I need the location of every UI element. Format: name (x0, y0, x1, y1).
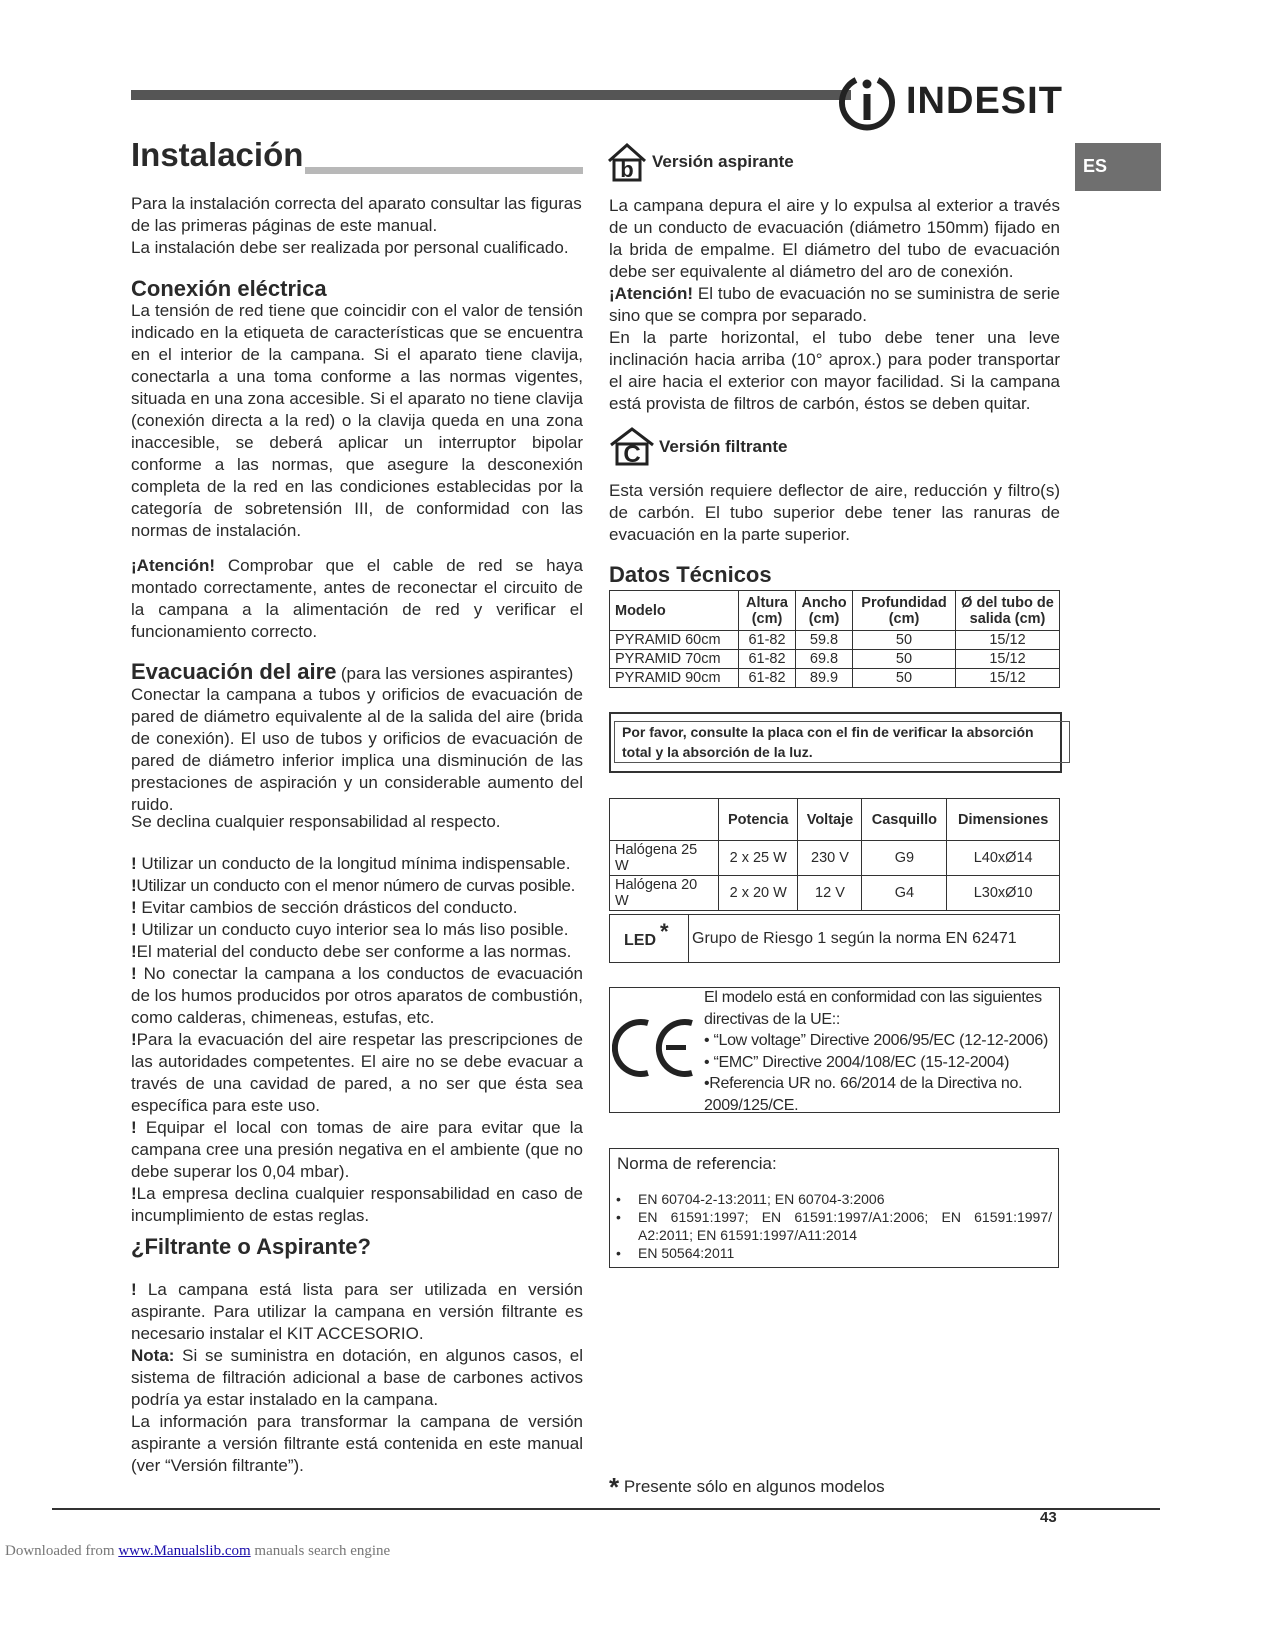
norma-title: Norma de referencia: (617, 1154, 777, 1173)
footer-rule (52, 1508, 1160, 1510)
list-item: • EN 60704-2-13:2011; EN 60704-3:2006 (616, 1191, 885, 1207)
evacuacion-heading: Evacuación del aire (para las versiones aspirantes) (131, 659, 574, 684)
list-item: !La empresa declina cualquier responsabilidad en caso de incumplimiento de estas reglas. (131, 1184, 583, 1225)
intro-line: Para la instalación correcta del aparato consultar las figuras de las primeras páginas de este manual. (131, 194, 582, 235)
filtrante-heading: Versión filtrante (659, 437, 788, 456)
column-header: Ø del tubo de salida (cm) (956, 591, 1060, 631)
list-item: ! No conectar la campana a los conductos de evacuación de los humos producidos por otros aparatos de combustión, como calderas, chimeneas, estufas, etc. (131, 964, 583, 1027)
intro-line: La instalación debe ser realizada por personal cualificado. (131, 238, 569, 257)
brand-name: INDESIT (906, 80, 1063, 122)
attention-label: ¡Atención! (131, 556, 216, 575)
svg-text:C: C (623, 441, 641, 467)
notice-text: Por favor, consulte la placa con el fin de verificar la absorción total y la absorción de la luz. (622, 724, 1034, 760)
table-header-row (610, 591, 1060, 631)
paragraph: La información para transformar la campana de versión aspirante a versión filtrante está contenida en este manual (ver “Versión filtrante”). (131, 1412, 583, 1475)
house-aspirante-icon (606, 141, 648, 183)
list-item: • EN 50564:2011 (616, 1245, 735, 1261)
page-title: Instalación (131, 136, 304, 173)
house-filtrante-icon (608, 425, 656, 467)
table-header-row (610, 799, 1060, 841)
norma-list (616, 1190, 1052, 1262)
evacuacion-bullets (131, 853, 583, 1227)
filtrante-aspirante-body (131, 1279, 583, 1477)
list-item: !El material del conducto debe ser conforme a las normas. (131, 942, 572, 961)
ce-line: • “EMC” Directive 2004/108/EC (15-12-2004) (704, 1053, 1010, 1071)
language-label: ES (1083, 156, 1108, 176)
column-header: Altura (cm) (739, 591, 796, 631)
list-item: ! Utilizar un conducto cuyo interior sea lo más liso posible. (131, 920, 569, 939)
led-divider (688, 915, 689, 962)
title-underline (305, 167, 583, 174)
evacuacion-disclaimer: Se declina cualquier responsabilidad al respecto. (131, 812, 501, 831)
filtrante-aspirante-heading: ¿Filtrante o Aspirante? (131, 1234, 371, 1259)
datos-heading: Datos Técnicos (609, 562, 772, 587)
aspirante-heading: Versión aspirante (652, 152, 794, 171)
list-item: • EN 61591:1997; EN 61591:1997/A1:2006; EN 61591:1997/ A2:2011; EN 61591:1997/A11:2014 (616, 1209, 1052, 1243)
svg-text:b: b (620, 157, 634, 182)
filtrante-body: Esta versión requiere deflector de aire, reducción y filtro(s) de carbón. El tubo superior debe tener las ranuras de evacuación en la parte superior. (609, 481, 1060, 544)
footnote: * Presente sólo en algunos modelos (609, 1472, 885, 1502)
column-header (610, 799, 719, 841)
list-item: !Para la evacuación del aire respetar las prescripciones de las autoridades competentes. El aire no se debe evacuar a través de una cavidad de pared, a no ser que ésta sea específica para este uso. (131, 1030, 583, 1115)
paragraph: ! La campana está lista para ser utilizada en versión aspirante. Para utilizar la campana en versión filtrante es necesario instalar el KIT ACCESORIO. (131, 1280, 583, 1343)
list-item: !Utilizar un conducto con el menor número de curvas posible. (131, 876, 576, 895)
column-header: Profundidad (cm) (853, 591, 956, 631)
table-row: PYRAMID 90cm 61-82 89.9 50 15/12 (610, 669, 1060, 688)
column-header: Voltaje (798, 799, 862, 841)
column-header: Casquillo (862, 799, 947, 841)
led-label: LED * (624, 919, 669, 949)
table-row: Halógena 20 W 2 x 20 W 12 V G4 L30xØ10 (610, 876, 1060, 911)
table-row: PYRAMID 60cm 61-82 59.8 50 15/12 (610, 631, 1060, 650)
ce-line: El modelo está en conformidad con las siguientes directivas de la UE:: (704, 989, 1042, 1028)
page-number: 43 (1040, 1509, 1057, 1526)
list-item: ! Evitar cambios de sección drásticos del conducto. (131, 898, 518, 917)
lamp-table (609, 798, 1060, 911)
list-item: ! Equipar el local con tomas de aire para evitar que la campana cree una presión negativa en el ambiente (que no debe superar los 0,04 mbar). (131, 1118, 583, 1181)
column-header: Dimensiones (947, 799, 1060, 841)
list-item: ! Utilizar un conducto de la longitud mínima indispensable. (131, 854, 571, 873)
evacuacion-body: Conectar la campana a tubos y orificios de evacuación de pared de diámetro equivalente al de la salida del aire (brida de conexión). El uso de tubos y orificios de evacuación de pared de diámetro inferior implica una disminución de las prestaciones de aspiración y un considerable aumento del ruido. (131, 685, 583, 814)
ce-mark-icon (612, 1015, 698, 1081)
ce-line: • “Low voltage” Directive 2006/95/EC (12-12-2006) (704, 1032, 1048, 1049)
column-header: Potencia (719, 799, 798, 841)
conexion-attention: ¡Atención! Comprobar que el cable de red se haya montado correctamente, antes de reconectar el circuito de la campana a la alimentación de red y verificar el funcionamiento correcto. (131, 556, 583, 641)
paragraph: En la parte horizontal, el tubo debe tener una leve inclinación hacia arriba (10° aprox.) para poder transportar el aire hacia el exterior con mayor facilidad. Si la campana está provista de filtros de carbón, éstos se deben quitar. (609, 328, 1060, 413)
ce-text (704, 987, 1058, 1116)
intro-text (131, 193, 583, 259)
paragraph: ¡Atención! El tubo de evacuación no se suministra de serie sino que se compra por separado. (609, 284, 1060, 325)
ce-line: •Referencia UR no. 66/2014 de la Directiva no. 2009/125/CE. (704, 1075, 1023, 1114)
table-row: PYRAMID 70cm 61-82 69.8 50 15/12 (610, 650, 1060, 669)
column-header: Modelo (610, 591, 739, 631)
datos-table (609, 590, 1060, 688)
paragraph: Nota: Si se suministra en dotación, en algunos casos, el sistema de filtración adicional a base de carbones activos podría ya estar instalado en la campana. (131, 1346, 583, 1409)
paragraph: La campana depura el aire y lo expulsa al exterior a través de un conducto de evacuación (diámetro 150mm) fijado en la brida de empalme. El diámetro del tubo de evacuación debe ser equivalente al diámetro del aro de conexión. (609, 196, 1060, 281)
manualslib-link[interactable]: www.Manualslib.com (118, 1543, 251, 1559)
conexion-heading: Conexión eléctrica (131, 276, 327, 301)
aspirante-body (609, 195, 1060, 415)
conexion-body: La tensión de red tiene que coincidir con el valor de tensión indicado en la etiqueta de características que se encuentra en el interior de la campana. Si el aparato tiene clavija, conectarla a una toma conforme a las normas vigentes, situada en una zona accesible. Si el aparato no tiene clavija (conexión directa a la red) o la clavija queda en una zona inaccesible, se deberá aplicar un interruptor bipolar conforme a las normas, que asegure la desconexión completa de la red en las condiciones establecidas por la categoría de sobretensión III, de conformidad con las normas de instalación. (131, 301, 583, 540)
download-footer: Downloaded from www.Manualslib.com manuals search engine (5, 1543, 391, 1559)
table-row: Halógena 25 W 2 x 25 W 230 V G9 L40xØ14 (610, 841, 1060, 876)
indesit-logo-icon (836, 70, 898, 132)
header-rule (131, 90, 851, 100)
led-text: Grupo de Riesgo 1 según la norma EN 62471 (692, 930, 1017, 947)
column-header: Ancho (cm) (796, 591, 853, 631)
